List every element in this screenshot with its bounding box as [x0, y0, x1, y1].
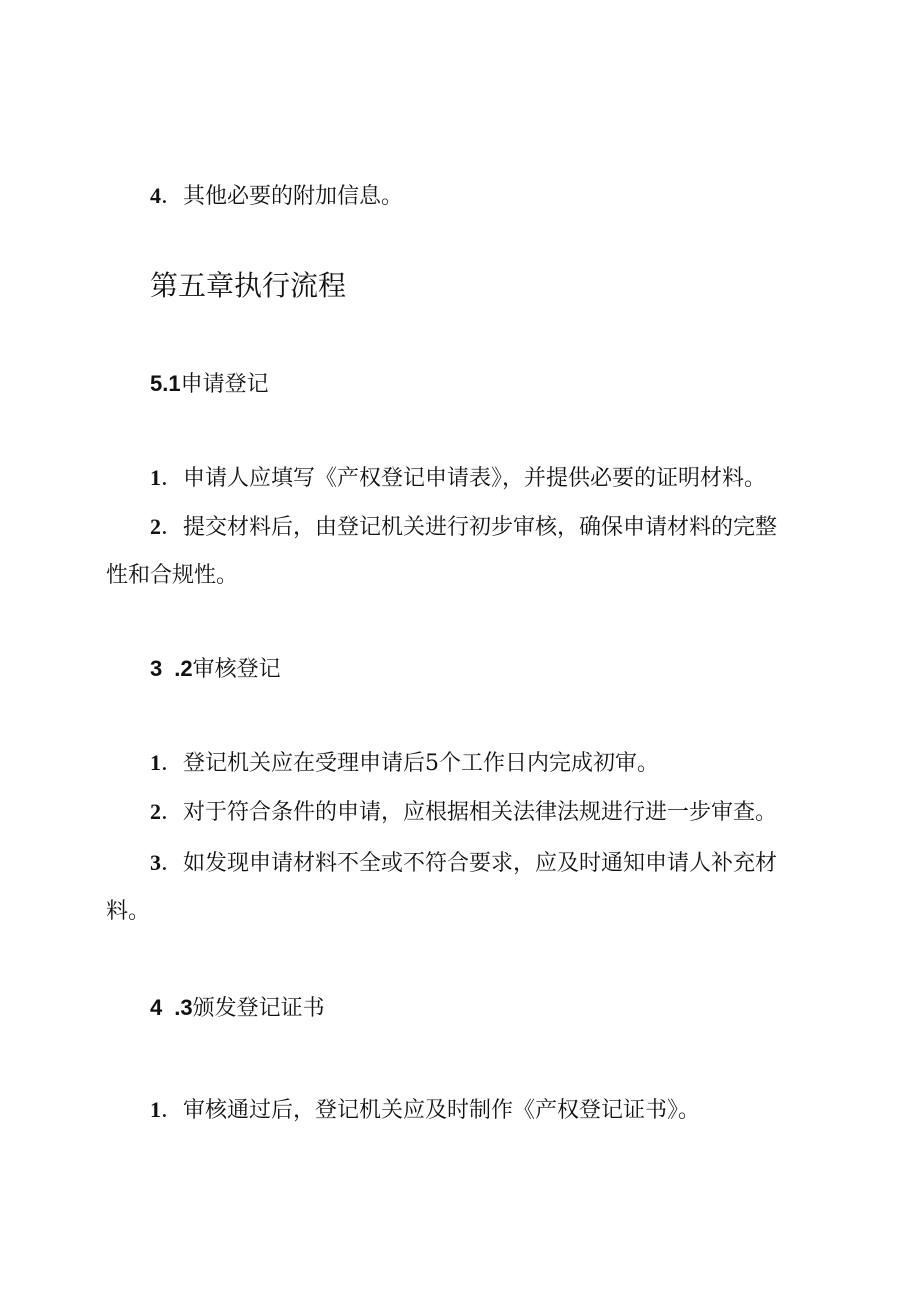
item-number: 1 [150, 750, 161, 775]
list-item-continuation: 料。 [106, 899, 151, 924]
section-heading-1 [150, 369, 269, 400]
section-subnumber: .2 [174, 656, 193, 681]
list-item-prev [150, 181, 403, 212]
item-text: ．其他必要的附加信息。 [161, 184, 404, 209]
list-item-continuation: 性和合规性。 [106, 563, 239, 588]
list-item [150, 463, 766, 494]
item-text: ．如发现申请材料不全或不符合要求，应及时通知申请人补充材 [161, 851, 778, 876]
item-number: 2 [150, 514, 161, 539]
list-item [150, 748, 659, 779]
item-number: 1 [150, 1097, 161, 1122]
section-number: 5.1 [150, 371, 181, 396]
list-item [150, 1095, 700, 1126]
item-number: 1 [150, 465, 161, 490]
list-item [150, 512, 777, 543]
section-subnumber: .3 [174, 995, 193, 1020]
item-number: 4 [150, 183, 161, 208]
section-number: 4 [150, 995, 163, 1020]
section-title: 颁发登记证书 [192, 996, 325, 1021]
list-item [150, 848, 777, 879]
item-number: 3 [150, 850, 161, 875]
section-title: 审核登记 [192, 657, 281, 682]
item-text: ．提交材料后，由登记机关进行初步审核，确保申请材料的完整 [161, 515, 778, 540]
item-text: ．登记机关应在受理申请后5个工作日内完成初审。 [161, 751, 659, 776]
chapter-title: 第五章执行流程 [150, 269, 347, 302]
item-number: 2 [150, 799, 161, 824]
item-text: ．申请人应填写《产权登记申请表》，并提供必要的证明材料。 [161, 466, 767, 491]
item-text: ．对于符合条件的申请，应根据相关法律法规进行进一步审查。 [161, 800, 778, 825]
section-title: 申请登记 [180, 372, 269, 397]
section-heading-3 [150, 993, 325, 1024]
section-heading-2 [150, 654, 281, 685]
section-number: 3 [150, 656, 163, 681]
list-item [150, 797, 777, 828]
item-text: ．审核通过后，登记机关应及时制作《产权登记证书》。 [161, 1098, 701, 1123]
